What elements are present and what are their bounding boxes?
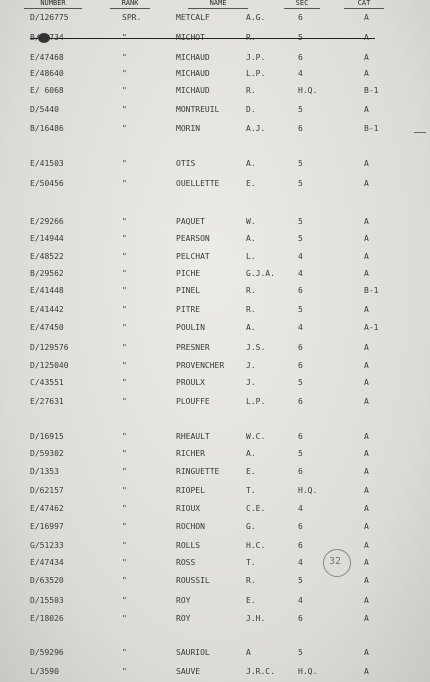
section-cell: 5 [298, 179, 303, 188]
rank-cell: " [122, 467, 127, 476]
rank-cell: " [122, 614, 127, 623]
section-cell: 6 [298, 614, 303, 623]
initials-cell: R. [246, 86, 256, 95]
surname-cell: ROY [176, 596, 191, 605]
handwritten-annotation: 32 [329, 556, 342, 567]
surname-cell: OTIS [176, 159, 196, 168]
service-number-cell: E/41448 [30, 286, 64, 295]
initials-cell: A. [246, 323, 256, 332]
surname-cell: PROVENCHER [176, 361, 225, 370]
rank-cell: SPR. [122, 13, 142, 22]
initials-cell: R. [246, 576, 256, 585]
table-row [0, 121, 430, 137]
table-row [0, 266, 430, 282]
section-cell: 5 [298, 105, 303, 114]
surname-cell: PRESNER [176, 343, 210, 352]
table-row [0, 214, 430, 230]
rank-cell: " [122, 397, 127, 406]
section-cell: 6 [298, 541, 303, 550]
surname-cell: ROCHON [176, 522, 205, 531]
initials-cell: A.J. [246, 124, 266, 133]
category-cell: A [364, 105, 369, 114]
category-cell: A [364, 449, 369, 458]
initials-cell: J.H. [246, 614, 266, 623]
table-row [0, 394, 430, 410]
section-cell: 6 [298, 522, 303, 531]
table-row [0, 10, 430, 26]
service-number-cell: G/51233 [30, 541, 64, 550]
section-cell: 6 [298, 397, 303, 406]
category-cell: A [364, 252, 369, 261]
initials-cell: J. [246, 378, 256, 387]
rank-cell: " [122, 596, 127, 605]
category-cell: A [364, 159, 369, 168]
category-cell: A [364, 504, 369, 513]
category-cell: A [364, 614, 369, 623]
rank-cell: " [122, 217, 127, 226]
surname-cell: METCALF [176, 13, 210, 22]
category-cell: A-1 [364, 323, 379, 332]
initials-cell: G. [246, 522, 256, 531]
category-cell: A [364, 576, 369, 585]
service-number-cell: D/59296 [30, 648, 64, 657]
service-number-cell: B/29562 [30, 269, 64, 278]
strikethrough-line [30, 38, 375, 39]
section-cell: 4 [298, 504, 303, 513]
service-number-cell: E/14944 [30, 234, 64, 243]
category-cell: B-1 [364, 286, 379, 295]
section-cell: 4 [298, 69, 303, 78]
surname-cell: PAQUET [176, 217, 205, 226]
table-row [0, 156, 430, 172]
initials-cell: J.R.C. [246, 667, 275, 676]
table-row [0, 611, 430, 627]
service-number-cell: E/47434 [30, 558, 64, 567]
table-row [0, 464, 430, 480]
rank-cell: " [122, 343, 127, 352]
rank-cell: " [122, 234, 127, 243]
category-cell: B-1 [364, 86, 379, 95]
service-number-cell: E/47462 [30, 504, 64, 513]
category-cell: A [364, 343, 369, 352]
section-cell: H.Q. [298, 486, 318, 495]
service-number-cell: E/47468 [30, 53, 64, 62]
surname-cell: RHEAULT [176, 432, 210, 441]
rank-cell: " [122, 105, 127, 114]
service-number-cell: E/18026 [30, 614, 64, 623]
initials-cell: G.J.A. [246, 269, 275, 278]
table-row [0, 501, 430, 517]
category-cell: A [364, 13, 369, 22]
section-cell: 6 [298, 467, 303, 476]
service-number-cell: E/41442 [30, 305, 64, 314]
table-row [0, 429, 430, 445]
table-row [0, 30, 430, 46]
surname-cell: OUELLETTE [176, 179, 220, 188]
section-cell: H.Q. [298, 667, 318, 676]
service-number-cell: E/16997 [30, 522, 64, 531]
initials-cell: W. [246, 217, 256, 226]
section-cell: H.Q. [298, 86, 318, 95]
initials-cell: L.P. [246, 69, 266, 78]
rank-cell: " [122, 252, 127, 261]
surname-cell: PICHE [176, 269, 201, 278]
surname-cell: RINGUETTE [176, 467, 220, 476]
table-row [0, 664, 430, 680]
section-cell: 5 [298, 648, 303, 657]
header-sec: SEC [284, 0, 320, 9]
rank-cell: " [122, 486, 127, 495]
ink-blot [38, 33, 50, 43]
category-cell: A [364, 467, 369, 476]
category-cell: B-1 [364, 124, 379, 133]
surname-cell: RICHER [176, 449, 205, 458]
surname-cell: PEARSON [176, 234, 210, 243]
surname-cell: SAUVE [176, 667, 201, 676]
service-number-cell: C/43551 [30, 378, 64, 387]
initials-cell: T. [246, 558, 256, 567]
section-cell: 5 [298, 449, 303, 458]
initials-cell: A [246, 648, 251, 657]
margin-mark [414, 132, 426, 133]
section-cell: 5 [298, 305, 303, 314]
table-row [0, 302, 430, 318]
service-number-cell: E/48522 [30, 252, 64, 261]
rank-cell: " [122, 159, 127, 168]
rank-cell: " [122, 432, 127, 441]
surname-cell: ROSS [176, 558, 196, 567]
table-row [0, 538, 430, 554]
table-row [0, 375, 430, 391]
table-row [0, 645, 430, 661]
service-number-cell: D/1353 [30, 467, 59, 476]
service-number-cell: D/15503 [30, 596, 64, 605]
rank-cell: " [122, 541, 127, 550]
surname-cell: RIOPEL [176, 486, 205, 495]
rank-cell: " [122, 576, 127, 585]
rank-cell: " [122, 286, 127, 295]
service-number-cell: D/129576 [30, 343, 69, 352]
table-row [0, 231, 430, 247]
service-number-cell: D/62157 [30, 486, 64, 495]
service-number-cell: D/125040 [30, 361, 69, 370]
service-number-cell: E/41503 [30, 159, 64, 168]
rank-cell: " [122, 269, 127, 278]
surname-cell: MICHAUD [176, 69, 210, 78]
service-number-cell: B/16486 [30, 124, 64, 133]
rank-cell: " [122, 504, 127, 513]
surname-cell: PELCHAT [176, 252, 210, 261]
surname-cell: PINEL [176, 286, 201, 295]
category-cell: A [364, 558, 369, 567]
section-cell: 6 [298, 53, 303, 62]
surname-cell: RIOUX [176, 504, 201, 513]
table-row [0, 555, 430, 571]
initials-cell: A.G. [246, 13, 266, 22]
rank-cell: " [122, 449, 127, 458]
surname-cell: MONTREUIL [176, 105, 220, 114]
table-row [0, 358, 430, 374]
category-cell: A [364, 69, 369, 78]
rank-cell: " [122, 86, 127, 95]
header-number: NUMBER [24, 0, 82, 9]
surname-cell: ROLLS [176, 541, 201, 550]
initials-cell: C.E. [246, 504, 266, 513]
service-number-cell: D/5440 [30, 105, 59, 114]
header-cat: CAT [344, 0, 384, 9]
initials-cell: E. [246, 467, 256, 476]
table-row [0, 66, 430, 82]
initials-cell: J.S. [246, 343, 266, 352]
initials-cell: D. [246, 105, 256, 114]
category-cell: A [364, 432, 369, 441]
surname-cell: ROY [176, 614, 191, 623]
header-rank: RANK [110, 0, 150, 9]
initials-cell: H.C. [246, 541, 266, 550]
table-row [0, 340, 430, 356]
category-cell: A [364, 234, 369, 243]
section-cell: 5 [298, 576, 303, 585]
category-cell: A [364, 269, 369, 278]
rank-cell: " [122, 305, 127, 314]
category-cell: A [364, 522, 369, 531]
rank-cell: " [122, 522, 127, 531]
surname-cell: POULIN [176, 323, 205, 332]
initials-cell: J.P. [246, 53, 266, 62]
table-row [0, 249, 430, 265]
category-cell: A [364, 486, 369, 495]
category-cell: A [364, 217, 369, 226]
table-row [0, 483, 430, 499]
initials-cell: A. [246, 234, 256, 243]
section-cell: 6 [298, 432, 303, 441]
section-cell: 6 [298, 13, 303, 22]
category-cell: A [364, 53, 369, 62]
initials-cell: E. [246, 179, 256, 188]
section-cell: 5 [298, 217, 303, 226]
table-row [0, 283, 430, 299]
table-row [0, 50, 430, 66]
category-cell: A [364, 361, 369, 370]
rank-cell: " [122, 361, 127, 370]
category-cell: A [364, 397, 369, 406]
table-row [0, 102, 430, 118]
initials-cell: L.P. [246, 397, 266, 406]
service-number-cell: E/29266 [30, 217, 64, 226]
rank-cell: " [122, 648, 127, 657]
initials-cell: R. [246, 305, 256, 314]
service-number-cell: E/50456 [30, 179, 64, 188]
service-number-cell: D/126775 [30, 13, 69, 22]
surname-cell: PITRE [176, 305, 201, 314]
service-number-cell: D/59302 [30, 449, 64, 458]
surname-cell: PROULX [176, 378, 205, 387]
section-cell: 4 [298, 323, 303, 332]
initials-cell: R. [246, 286, 256, 295]
initials-cell: T. [246, 486, 256, 495]
service-number-cell: E/48640 [30, 69, 64, 78]
section-cell: 6 [298, 361, 303, 370]
initials-cell: A. [246, 159, 256, 168]
surname-cell: ROUSSIL [176, 576, 210, 585]
rank-cell: " [122, 179, 127, 188]
table-row [0, 573, 430, 589]
rank-cell: " [122, 667, 127, 676]
category-cell: A [364, 541, 369, 550]
category-cell: A [364, 305, 369, 314]
service-number-cell: D/63520 [30, 576, 64, 585]
initials-cell: J. [246, 361, 256, 370]
service-number-cell: L/3590 [30, 667, 59, 676]
section-cell: 5 [298, 378, 303, 387]
service-number-cell: E/47450 [30, 323, 64, 332]
surname-cell: SAURIOL [176, 648, 210, 657]
table-row [0, 83, 430, 99]
category-cell: A [364, 648, 369, 657]
rank-cell: " [122, 53, 127, 62]
category-cell: A [364, 378, 369, 387]
category-cell: A [364, 179, 369, 188]
section-cell: 4 [298, 558, 303, 567]
section-cell: 4 [298, 596, 303, 605]
table-row [0, 446, 430, 462]
section-cell: 4 [298, 252, 303, 261]
category-cell: A [364, 596, 369, 605]
initials-cell: L. [246, 252, 256, 261]
rank-cell: " [122, 124, 127, 133]
table-row [0, 519, 430, 535]
service-number-cell: D/16915 [30, 432, 64, 441]
section-cell: 5 [298, 159, 303, 168]
table-row [0, 176, 430, 192]
section-cell: 6 [298, 286, 303, 295]
section-cell: 6 [298, 343, 303, 352]
section-cell: 4 [298, 269, 303, 278]
surname-cell: PLOUFFE [176, 397, 210, 406]
initials-cell: W.C. [246, 432, 266, 441]
rank-cell: " [122, 558, 127, 567]
section-cell: 6 [298, 124, 303, 133]
rank-cell: " [122, 69, 127, 78]
rank-cell: " [122, 323, 127, 332]
service-number-cell: E/ 6068 [30, 86, 64, 95]
initials-cell: E. [246, 596, 256, 605]
category-cell: A [364, 667, 369, 676]
rank-cell: " [122, 378, 127, 387]
initials-cell: A. [246, 449, 256, 458]
surname-cell: MICHAUD [176, 86, 210, 95]
service-number-cell: E/27631 [30, 397, 64, 406]
header-name: NAME [188, 0, 248, 9]
table-row [0, 320, 430, 336]
table-row [0, 593, 430, 609]
section-cell: 5 [298, 234, 303, 243]
surname-cell: MORIN [176, 124, 201, 133]
surname-cell: MICHAUD [176, 53, 210, 62]
